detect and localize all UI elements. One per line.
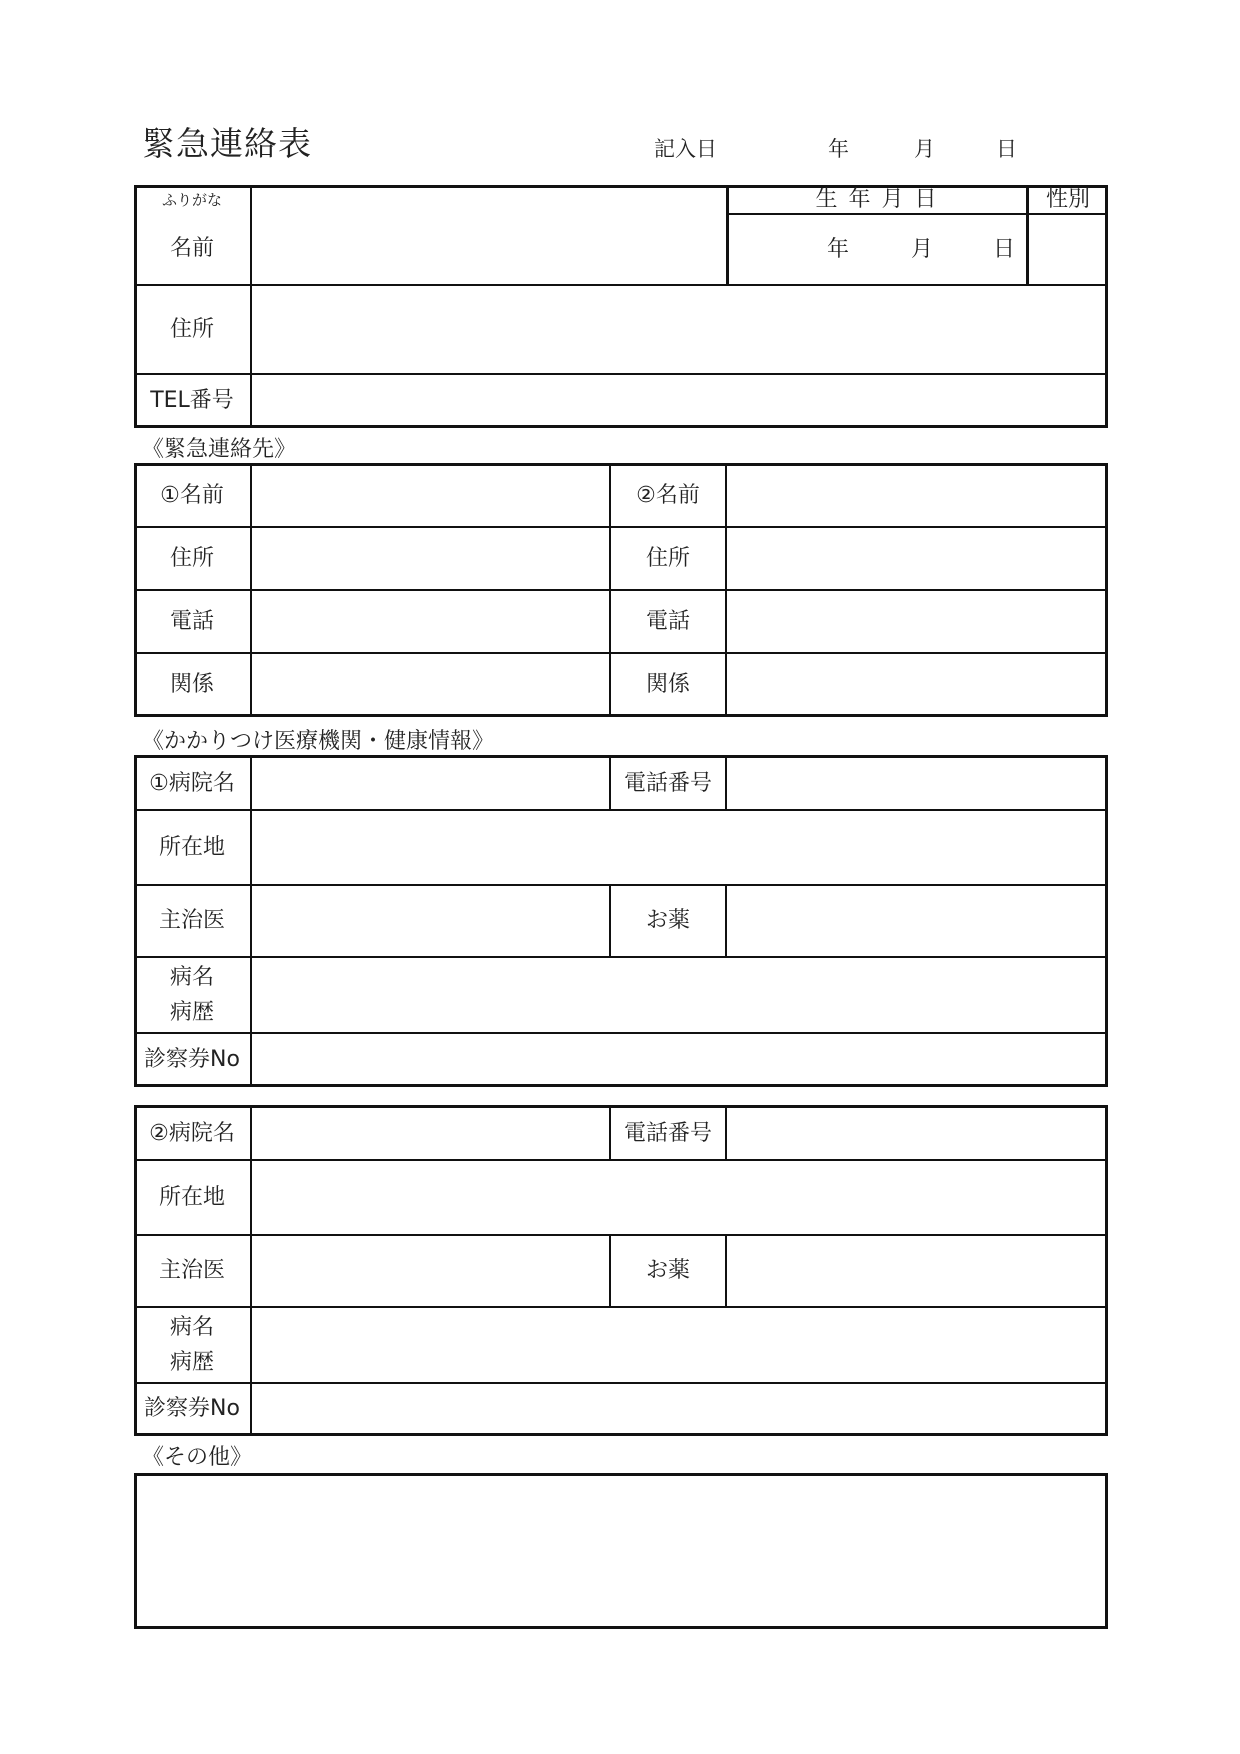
hospital2-card-no-label: 診察券No [144, 1396, 240, 1422]
hospital1-phone-label: 電話番号 [623, 770, 712, 796]
other-heading: 《その他》 [142, 1445, 253, 1470]
other-notes-box[interactable] [134, 1473, 1108, 1629]
hospital1-medicine-label: お薬 [645, 908, 690, 934]
contact2-phone-input[interactable] [727, 591, 1106, 652]
hospital1-doctor-label: 主治医 [158, 908, 225, 934]
name-input-area[interactable] [252, 188, 724, 283]
hospital2-name-label: ②病院名 [149, 1120, 235, 1146]
entry-year-unit: 年 [828, 137, 849, 161]
hospital2-doctor-input[interactable] [252, 1236, 608, 1306]
hospital1-card-no-input[interactable] [252, 1034, 1106, 1085]
hospital1-doctor-input[interactable] [252, 886, 608, 956]
page-title: 緊急連絡表 [142, 124, 312, 163]
hospital2-history-label: 病歴 [169, 1350, 214, 1375]
hospital2-doctor-label: 主治医 [158, 1258, 225, 1284]
emergency-contacts-heading: 《緊急連絡先》 [142, 437, 297, 462]
contact1-address-label: 住所 [169, 545, 214, 571]
contact1-phone-input[interactable] [252, 591, 608, 652]
name-label: 名前 [169, 236, 214, 262]
entry-date-label: 記入日 [654, 137, 717, 161]
birthdate-header: 生 年 月 日 [815, 187, 939, 213]
hospital1-name-input[interactable] [252, 758, 608, 809]
hospital2-disease-name-label: 病名 [169, 1314, 214, 1340]
gender-header: 性別 [1045, 187, 1090, 213]
tel-label: TEL番号 [150, 387, 234, 413]
hospital2-medicine-input[interactable] [727, 1236, 1106, 1306]
entry-day-unit: 日 [996, 137, 1017, 161]
birth-day-unit: 日 [992, 237, 1015, 263]
hospital1-disease-labels [134, 958, 250, 1032]
contact1-phone-label: 電話 [169, 608, 214, 634]
hospital2-card-no-input[interactable] [252, 1384, 1106, 1434]
hospital1-location-input[interactable] [252, 811, 1106, 884]
hospital1-card-no-label: 診察券No [144, 1046, 240, 1072]
furigana-label: ふりがな [161, 191, 222, 209]
address-label: 住所 [169, 316, 214, 342]
contact1-name-label: ①名前 [160, 483, 224, 509]
contact2-relation-label: 関係 [645, 671, 690, 697]
contact1-relation-input[interactable] [252, 654, 608, 715]
hospital2-location-input[interactable] [252, 1161, 1106, 1234]
contact1-name-input[interactable] [252, 466, 608, 526]
address-input-area[interactable] [252, 286, 1106, 372]
hospital1-history-label: 病歴 [169, 1000, 214, 1025]
hospital2-disease-input[interactable] [252, 1308, 1106, 1382]
contact2-relation-input[interactable] [727, 654, 1106, 715]
birthdate-input-area[interactable] [728, 215, 1024, 283]
birth-month-unit: 月 [910, 237, 933, 263]
entry-month-unit: 月 [914, 137, 935, 161]
hospital2-phone-label: 電話番号 [623, 1120, 712, 1146]
hospital2-medicine-label: お薬 [645, 1258, 690, 1284]
tel-input-area[interactable] [252, 375, 1106, 426]
hospital1-disease-input[interactable] [252, 958, 1106, 1032]
hospital2-phone-input[interactable] [727, 1108, 1106, 1159]
medical-info-heading: 《かかりつけ医療機関・健康情報》 [142, 729, 495, 754]
contact2-address-input[interactable] [727, 528, 1106, 589]
hospital1-name-label: ①病院名 [149, 770, 235, 796]
contact2-address-label: 住所 [645, 545, 690, 571]
hospital1-phone-input[interactable] [727, 758, 1106, 809]
contact2-name-input[interactable] [727, 466, 1106, 526]
contact1-address-input[interactable] [252, 528, 608, 589]
contact2-phone-label: 電話 [645, 608, 690, 634]
hospital1-disease-name-label: 病名 [169, 964, 214, 990]
hospital1-location-label: 所在地 [158, 834, 225, 860]
hospital2-name-input[interactable] [252, 1108, 608, 1159]
hospital1-medicine-input[interactable] [727, 886, 1106, 956]
contact1-relation-label: 関係 [169, 671, 214, 697]
hospital2-disease-labels [134, 1308, 250, 1382]
contact2-name-label: ②名前 [636, 483, 700, 509]
gender-input-area[interactable] [1030, 215, 1106, 283]
hospital2-location-label: 所在地 [158, 1184, 225, 1210]
birth-year-unit: 年 [826, 237, 849, 263]
